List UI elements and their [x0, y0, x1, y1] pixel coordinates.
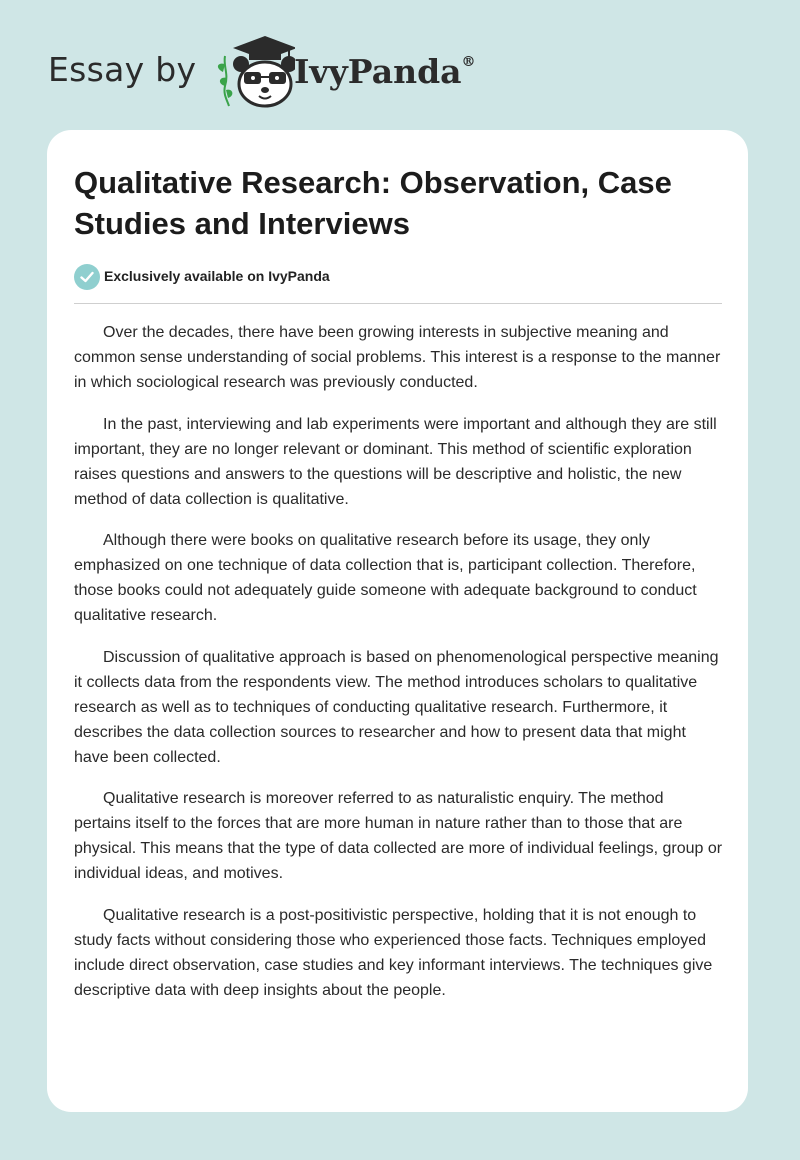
essay-body [74, 320, 724, 1019]
panda-graduate-icon[interactable] [203, 34, 295, 110]
paragraph: In the past, interviewing and lab experiments were important and although they are still important, they are no longer relevant or dominant. This method of scientific exploration raises questions and answers to the questions will be descriptive and holistic, the new method of data collection is qualitative. [74, 415, 717, 508]
paragraph: Over the decades, there have been growing interests in subjective meaning and common sense understanding of social problems. This interest is a response to the manner in which sociological research was previously conducted. [74, 324, 721, 391]
paragraph: Discussion of qualitative approach is based on phenomenological perspective meaning it collects data from the respondents view. The method introduces scholars to qualitative research as well as to techniques of conducting qualitative research. Furthermore, it describes the data collection sources to researcher and how to present data that might have been collected. [74, 648, 719, 766]
registered-mark: ® [461, 54, 476, 70]
paragraph: Qualitative research is a post-positivistic perspective, holding that it is not enough to study facts without considering those who experienced those facts. Techniques employed include direct observation, case studies and key informant interviews. The techniques give descriptive data with deep insights about the people. [74, 906, 713, 999]
brand-prefix: Essay by [48, 50, 197, 89]
site-header [48, 34, 508, 110]
brand-name-text: IvyPanda [294, 52, 462, 91]
exclusive-badge-text: Exclusively available on IvyPanda [104, 268, 330, 284]
check-circle-icon [74, 264, 100, 290]
divider [74, 303, 722, 304]
essay-card [47, 130, 748, 1112]
essay-title: Qualitative Research: Observation, Case Studies and Interviews [74, 165, 672, 241]
paragraph: Although there were books on qualitative research before its usage, they only emphasized on one technique of data collection that is, participant collection. Therefore, those books could not adequately guide someone with adequate background to conduct qualitative research. [74, 532, 697, 624]
brand-name[interactable] [294, 52, 476, 91]
paragraph: Qualitative research is moreover referred to as naturalistic enquiry. The method pertains itself to the forces that are more human in nature rather than to those that are physical. This means that the type of data collected are more of individual feelings, group or individual ideas, and motives. [74, 790, 723, 882]
